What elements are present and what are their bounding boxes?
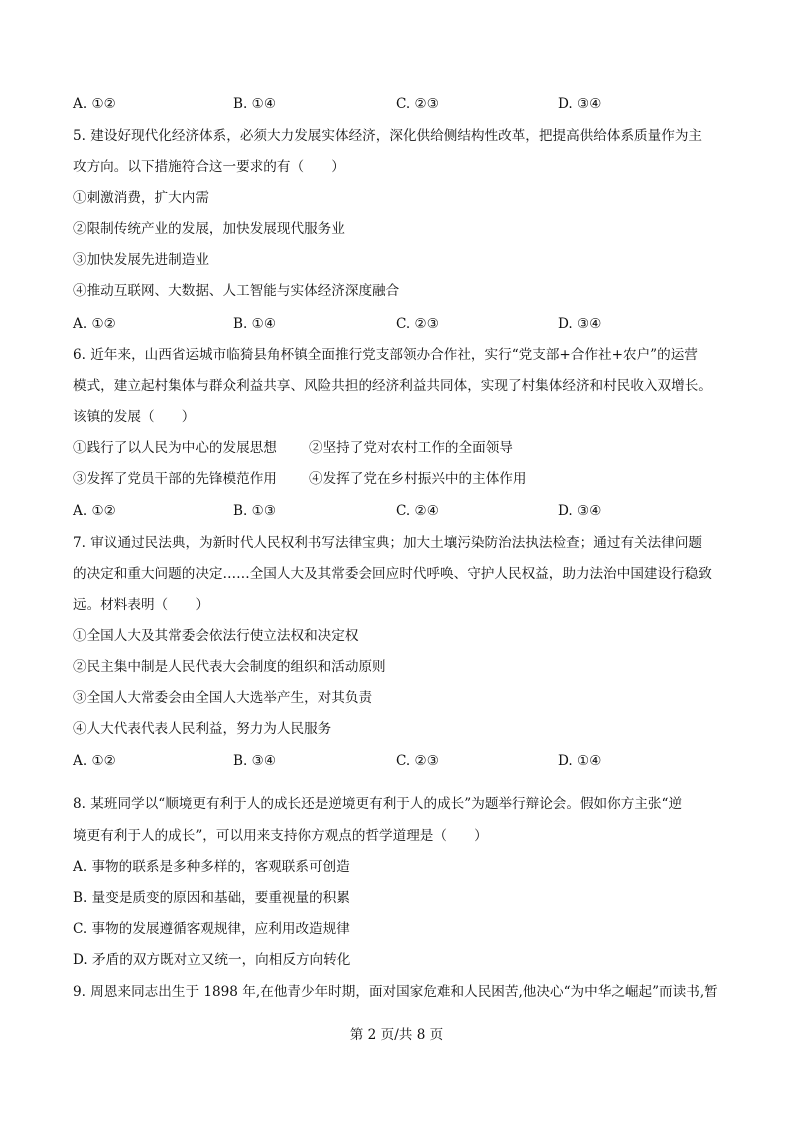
q7-stem-line-3: 远。材料表明（ ） [73,597,209,613]
q5-stem-line-1: 5. 建设好现代化经济体系，必须大力发展实体经济，深化供给侧结构性改革，把提高供给体系质量作为主 [73,128,703,144]
q4-option-c[interactable]: C. ②③ [396,96,439,112]
q5-stem-line-2: 攻方向。以下措施符合这一要求的有（ ） [73,159,345,175]
q7-item-3: ③全国人大常委会由全国人大选举产生，对其负责 [73,690,373,706]
q8-choice-a[interactable]: A. 事物的联系是多种多样的，客观联系可创造 [73,859,350,875]
q6-option-b[interactable]: B. ①③ [233,503,277,519]
q5-option-a[interactable]: A. ①② [73,316,116,332]
q7-item-1: ①全国人大及其常委会依法行使立法权和决定权 [73,628,359,644]
q6-option-a[interactable]: A. ①② [73,503,116,519]
q7-stem-line-2: 的决定和重大问题的决定……全国人大及其常委会回应时代呼唤、守护人民权益，助力法治中国建设行稳致 [73,566,712,582]
q4-option-b[interactable]: B. ①④ [233,96,277,112]
q5-option-b[interactable]: B. ①④ [233,316,277,332]
q6-options [73,501,733,521]
q6-stem-line-3: 该镇的发展（ ） [73,409,196,425]
q5-item-3: ③加快发展先进制造业 [73,252,209,268]
q8-stem-line-1: 8. 某班同学以“顺境更有利于人的成长还是逆境更有利于人的成长”为题举行辩论会。假如你方主张“逆 [73,796,683,812]
q5-item-4: ④推动互联网、大数据、人工智能与实体经济深度融合 [73,283,400,299]
q5-item-2: ②限制传统产业的发展，加快发展现代服务业 [73,221,345,237]
q8-choice-c[interactable]: C. 事物的发展遵循客观规律，应利用改造规律 [73,921,350,937]
q7-stem-line-1: 7. 审议通过民法典，为新时代人民权利书写法律宝典；加大土壤污染防治法执法检查；通过有关法律问题 [73,535,703,551]
q7-option-b[interactable]: B. ③④ [233,753,277,769]
q6-stem-line-2: 模式，建立起村集体与群众利益共享、风险共担的经济利益共同体，实现了村集体经济和村民收入双增长。 [73,378,712,394]
q7-option-a[interactable]: A. ①② [73,753,116,769]
q5-option-c[interactable]: C. ②③ [396,316,439,332]
q6-items-row-1 [73,438,733,458]
q6-items-row-2 [73,469,733,489]
q4-options [73,94,733,114]
q6-item-1: ①践行了以人民为中心的发展思想 [73,440,277,456]
q5-options [73,314,733,334]
q8-choice-d[interactable]: D. 矛盾的双方既对立又统一，向相反方向转化 [73,952,351,968]
q6-item-4: ④发挥了党在乡村振兴中的主体作用 [309,471,527,487]
q6-option-d[interactable]: D. ③④ [558,503,602,519]
q7-option-d[interactable]: D. ①④ [558,753,602,769]
q6-stem-line-1: 6. 近年来，山西省运城市临猗县角杯镇全面推行党支部领办合作社，实行“党支部+合作社+农户”的运营 [73,347,698,363]
q8-choice-b[interactable]: B. 量变是质变的原因和基础，要重视量的积累 [73,890,350,906]
q4-option-d[interactable]: D. ③④ [558,96,602,112]
q6-item-2: ②坚持了党对农村工作的全面领导 [309,440,513,456]
q6-item-3: ③发挥了党员干部的先锋模范作用 [73,471,277,487]
q6-option-c[interactable]: C. ②④ [396,503,439,519]
q7-option-c[interactable]: C. ②③ [396,753,439,769]
q4-option-a[interactable]: A. ①② [73,96,116,112]
q8-stem-line-2: 境更有利于人的成长”，可以用来支持你方观点的哲学道理是（ ） [73,828,488,844]
q5-item-1: ①刺激消费，扩大内需 [73,190,209,206]
q7-options [73,751,733,771]
q7-item-2: ②民主集中制是人民代表大会制度的组织和活动原则 [73,659,386,675]
q5-option-d[interactable]: D. ③④ [558,316,602,332]
q9-stem-line-1: 9. 周恩来同志出生于 1898 年,在他青少年时期，面对国家危难和人民困苦,他决心“为中华之崛起”而读书,暂 [73,984,718,1000]
q7-item-4: ④人大代表代表人民利益，努力为人民服务 [73,721,332,737]
page-footer: 第 2 页/共 8 页 [349,1027,444,1043]
